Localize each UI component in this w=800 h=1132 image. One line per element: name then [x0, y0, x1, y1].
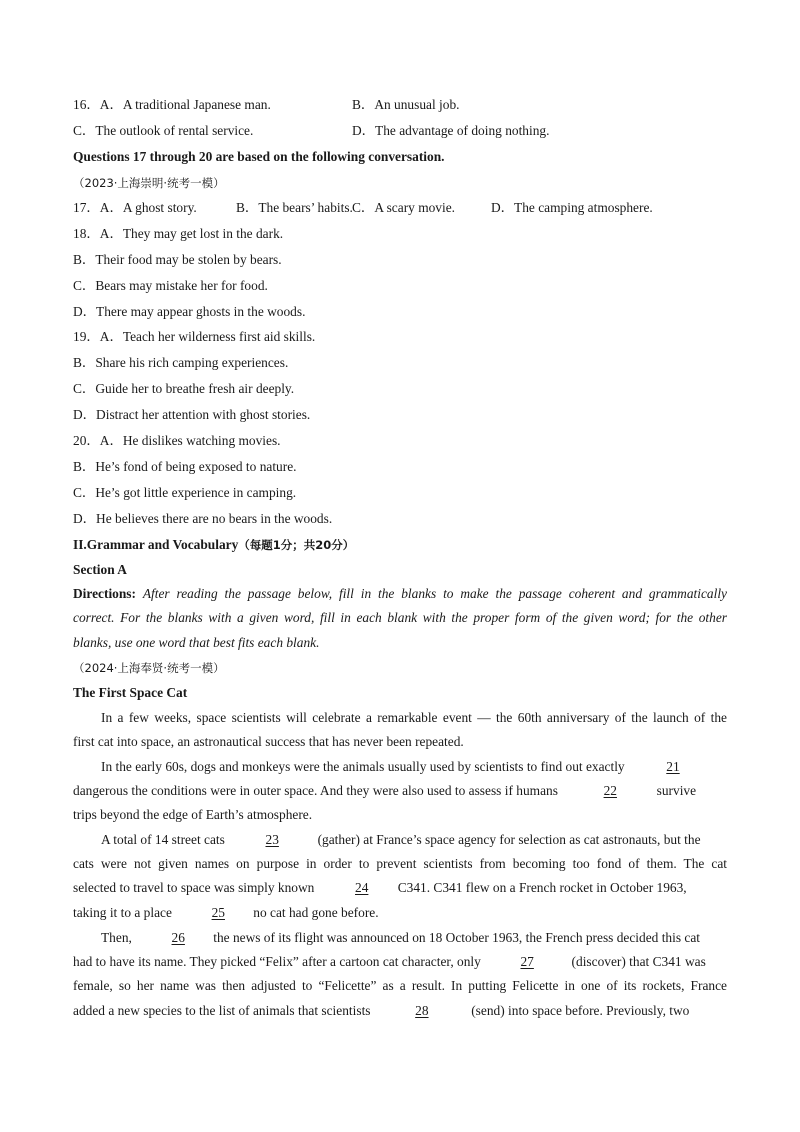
p2-text-2b: survive: [656, 783, 697, 798]
q18-option-a: 18．A．They may get lost in the dark.: [73, 226, 284, 241]
p3-text-3b: C341. C341 flew on a French rocket in October 1963,: [397, 880, 687, 895]
q18-option-d: D．There may appear ghosts in the woods.: [73, 304, 306, 319]
blank-25[interactable]: 25: [211, 905, 225, 920]
directions-text-1: After reading the passage below, fill in the blanks to make the passage coherent and grammatically: [142, 586, 727, 601]
directions-line-1: [73, 585, 727, 603]
blank-24[interactable]: 24: [355, 880, 369, 895]
q19-option-c: C．Guide her to breathe fresh air deeply.: [73, 381, 295, 396]
passage-title: The First Space Cat: [73, 685, 188, 700]
paragraph-4-line-2: [73, 953, 706, 971]
directions-label: Directions:: [73, 586, 136, 601]
paragraph-3-line-3: [73, 879, 687, 897]
p4-text-1a: Then,: [101, 930, 132, 945]
blank-21[interactable]: 21: [666, 759, 680, 774]
directions-line-2: correct. For the blanks with a given word, fill in each blank with the proper form of the given word; for the other: [73, 610, 727, 625]
q17-option-b: B．The bears’ habits.: [236, 200, 353, 215]
paragraph-4-line-4: [73, 1002, 689, 1020]
q16-option-d: D．The advantage of doing nothing.: [352, 123, 550, 138]
q17-option-d: D．The camping atmosphere.: [491, 200, 653, 215]
p3-text-1a: A total of 14 street cats: [101, 832, 225, 847]
q18-option-c: C．Bears may mistake her for food.: [73, 278, 268, 293]
p4-text-2a: had to have its name. They picked “Felix” after a cartoon cat character, only: [73, 954, 481, 969]
directions-line-3: blanks, use one word that best fits each blank.: [73, 635, 320, 650]
blank-28[interactable]: 28: [415, 1003, 429, 1018]
paragraph-4-line-3: female, so her name was then adjusted to “Felicette” as a result. In putting Felicette in one of its rockets, France: [73, 978, 727, 993]
question-16-row1: [73, 96, 271, 114]
paragraph-3-line-4: [73, 904, 379, 922]
q17-20-header: Questions 17 through 20 are based on the following conversation.: [73, 149, 445, 164]
p4-text-1b: the news of its flight was announced on 18 October 1963, the French press decided this cat: [213, 930, 701, 945]
p3-text-3a: selected to travel to space was simply known: [73, 880, 315, 895]
section-a-heading: Section A: [73, 562, 127, 577]
q18-option-b: B．Their food may be stolen by bears.: [73, 252, 282, 267]
q20-option-c: C．He’s got little experience in camping.: [73, 485, 297, 500]
p2-text-1: In the early 60s, dogs and monkeys were the animals usually used by scientists to find out exactly: [101, 759, 625, 774]
q16-option-a: 16．: [73, 97, 100, 112]
p4-text-2b: (discover) that C341 was: [571, 954, 706, 969]
paragraph-2-line-1: [101, 758, 708, 776]
blank-27[interactable]: 27: [520, 954, 534, 969]
passage-source: （2024·上海奉贤·统考一模）: [73, 661, 225, 675]
q16-option-c: C．The outlook of rental service.: [73, 123, 254, 138]
q17-20-source: （2023·上海崇明·统考一模）: [73, 176, 225, 190]
paragraph-2-line-2: [73, 782, 696, 800]
p3-text-4a: taking it to a place: [73, 905, 172, 920]
section-2-score: （每题1分；共20分）: [238, 538, 355, 552]
paragraph-3-line-1: [101, 831, 701, 849]
q20-option-d: D．He believes there are no bears in the woods.: [73, 511, 333, 526]
paragraph-1-line-2: first cat into space, an astronautical success that has never been repeated.: [73, 734, 464, 749]
blank-22[interactable]: 22: [603, 783, 617, 798]
paragraph-2-line-3: trips beyond the edge of Earth’s atmosphere.: [73, 807, 313, 822]
q20-option-a: 20．A．He dislikes watching movies.: [73, 433, 281, 448]
section-2-heading: [73, 536, 354, 554]
q17-option-a: A．A ghost story.: [99, 200, 197, 215]
p2-text-2a: dangerous the conditions were in outer space. And they were also used to assess if humans: [73, 783, 558, 798]
q19-option-d: D．Distract her attention with ghost stories.: [73, 407, 311, 422]
blank-23[interactable]: 23: [265, 832, 279, 847]
paragraph-1-line-1: In a few weeks, space scientists will celebrate a remarkable event — the 60th anniversary of the launch of the: [101, 710, 727, 725]
p3-text-4b: no cat had gone before.: [253, 905, 379, 920]
q16-option-a-text: A．A traditional Japanese man.: [99, 97, 271, 112]
p4-text-4a: added a new species to the list of animals that scientists: [73, 1003, 371, 1018]
q17-num: 17．: [73, 200, 100, 215]
p3-text-1b: (gather) at France’s space agency for selection as cat astronauts, but the: [317, 832, 701, 847]
blank-26[interactable]: 26: [171, 930, 185, 945]
q19-option-a: 19．A．Teach her wilderness first aid skills.: [73, 329, 316, 344]
section-2-title: II.Grammar and Vocabulary: [73, 537, 239, 552]
q17-option-c: C．A scary movie.: [352, 200, 456, 215]
q19-option-b: B．Share his rich camping experiences.: [73, 355, 289, 370]
paragraph-3-line-2: cats were not given names on purpose in order to prevent scientists from becoming too fond of them. The cat: [73, 856, 727, 871]
question-17-row: [73, 199, 197, 217]
p4-text-4b: (send) into space before. Previously, two: [471, 1003, 690, 1018]
paragraph-4-line-1: [101, 929, 700, 947]
q20-option-b: B．He’s fond of being exposed to nature.: [73, 459, 297, 474]
q16-option-b: B．An unusual job.: [352, 97, 460, 112]
